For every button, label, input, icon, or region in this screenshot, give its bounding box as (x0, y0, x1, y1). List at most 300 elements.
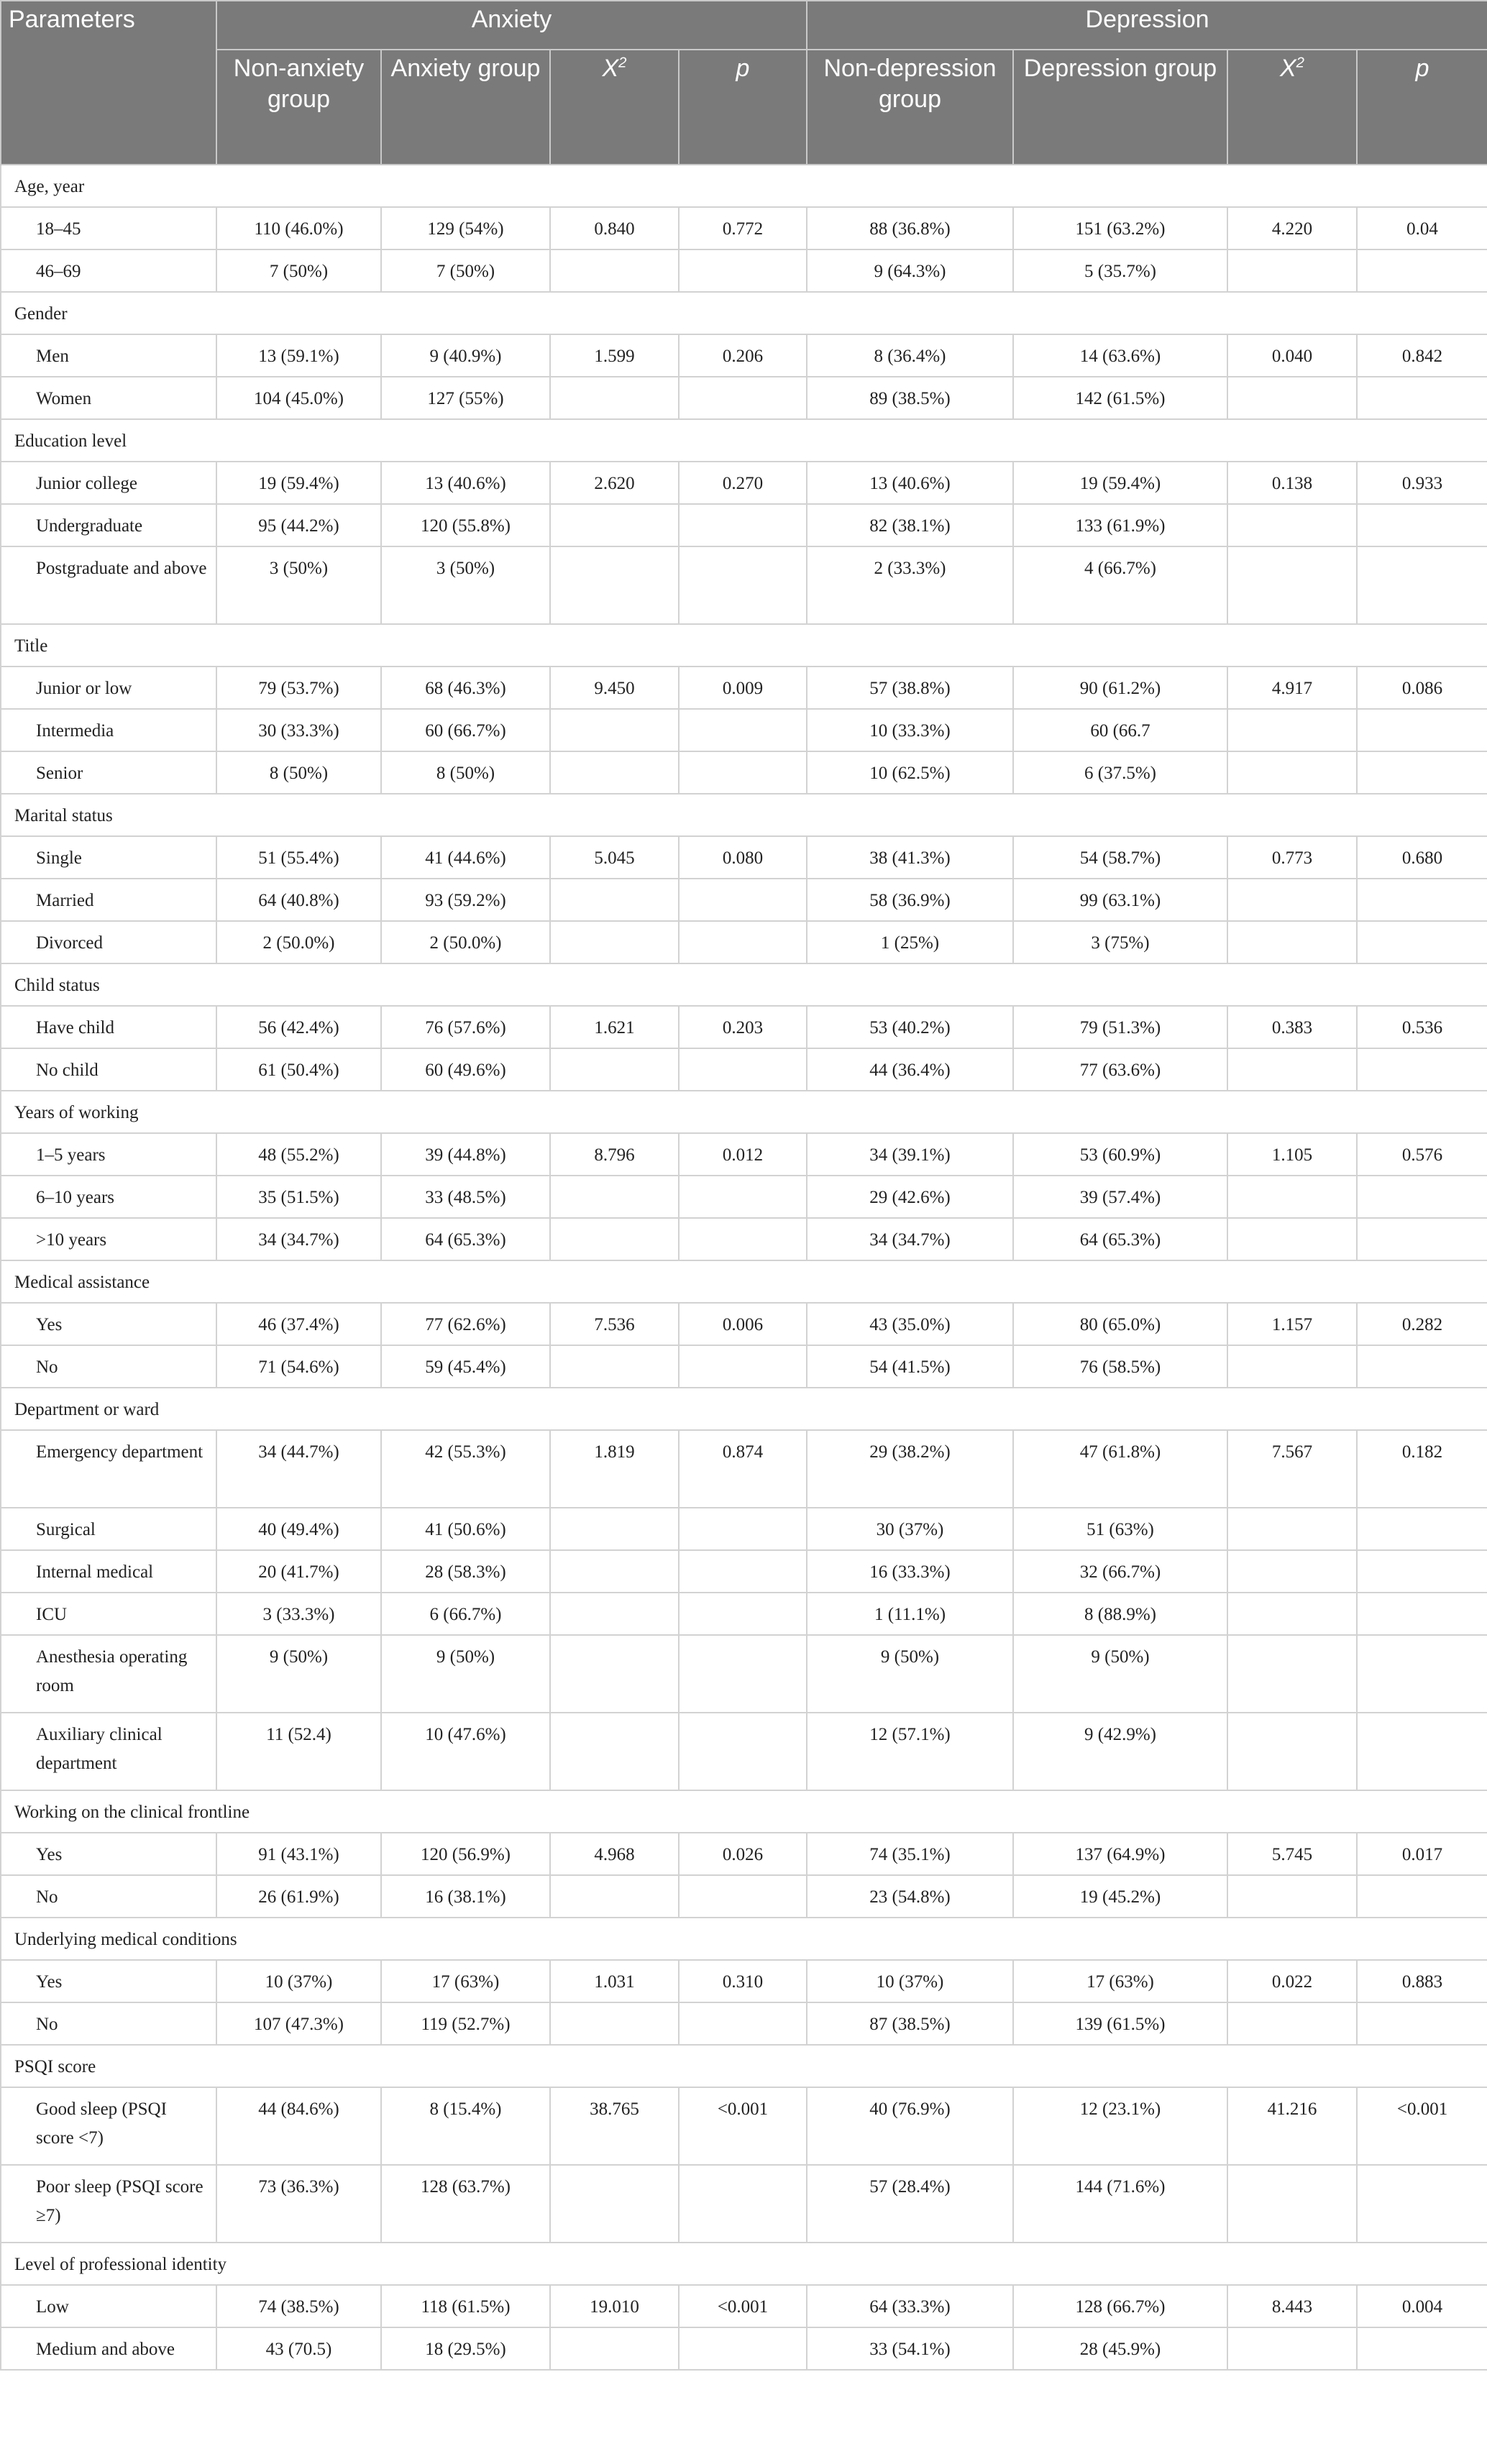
anxiety-chi-square-cell (550, 1550, 679, 1593)
anxiety-group-cell: 60 (49.6%) (381, 1048, 550, 1091)
anxiety-group-cell: 6 (66.7%) (381, 1593, 550, 1635)
table-row (1, 334, 1487, 377)
row-label: 6–10 years (1, 1176, 216, 1218)
row-label: Single (1, 836, 216, 879)
depression-group-header: Depression group (1013, 50, 1227, 165)
anxiety-group-cell: 28 (58.3%) (381, 1550, 550, 1593)
table-row (1, 1713, 1487, 1790)
depression-group-cell: 9 (42.9%) (1013, 1713, 1227, 1790)
table-row (1, 1960, 1487, 2002)
depression-chi-square-cell (1227, 1713, 1357, 1790)
depression-chi-square-cell (1227, 1345, 1357, 1388)
non-depression-cell: 82 (38.1%) (807, 504, 1013, 546)
non-depression-cell: 44 (36.4%) (807, 1048, 1013, 1091)
group-title: Level of professional identity (1, 2243, 1487, 2285)
anxiety-p-cell (679, 1550, 807, 1593)
depression-group-cell: 128 (66.7%) (1013, 2285, 1227, 2327)
non-depression-cell: 1 (11.1%) (807, 1593, 1013, 1635)
non-anxiety-cell: 46 (37.4%) (216, 1303, 381, 1345)
group-header-row (1, 624, 1487, 667)
table-row (1, 1176, 1487, 1218)
non-anxiety-cell: 95 (44.2%) (216, 504, 381, 546)
non-depression-cell: 38 (41.3%) (807, 836, 1013, 879)
group-header-row (1, 2243, 1487, 2285)
row-label: Auxiliary clinical department (1, 1713, 216, 1790)
depression-group-cell: 4 (66.7%) (1013, 546, 1227, 624)
table-row (1, 1875, 1487, 1918)
group-header-row (1, 292, 1487, 334)
anxiety-p-cell (679, 1218, 807, 1260)
depression-p-cell (1357, 1048, 1487, 1091)
anxiety-chi-square-cell (550, 879, 679, 921)
row-label: Yes (1, 1960, 216, 2002)
group-header-row (1, 1918, 1487, 1960)
non-depression-cell: 16 (33.3%) (807, 1550, 1013, 1593)
row-label: Women (1, 377, 216, 419)
non-depression-cell: 10 (33.3%) (807, 709, 1013, 751)
row-label: No (1, 2002, 216, 2045)
depression-p-cell (1357, 921, 1487, 963)
anxiety-group-cell: 39 (44.8%) (381, 1133, 550, 1176)
anxiety-chi-square-cell (550, 1875, 679, 1918)
non-depression-cell: 9 (64.3%) (807, 249, 1013, 292)
depression-group-cell: 137 (64.9%) (1013, 1833, 1227, 1875)
depression-group-cell: 51 (63%) (1013, 1508, 1227, 1550)
anxiety-p-cell: 0.203 (679, 1006, 807, 1048)
anxiety-group-cell: 8 (50%) (381, 751, 550, 794)
anxiety-chi-square-cell (550, 377, 679, 419)
anxiety-chi-square-cell (550, 1218, 679, 1260)
anxiety-p-cell (679, 1176, 807, 1218)
depression-chi-square-cell: 0.138 (1227, 462, 1357, 504)
depression-p-cell (1357, 2002, 1487, 2045)
anxiety-group-cell: 17 (63%) (381, 1960, 550, 2002)
non-anxiety-cell: 19 (59.4%) (216, 462, 381, 504)
depression-group-cell: 9 (50%) (1013, 1635, 1227, 1713)
group-header-row (1, 1388, 1487, 1430)
depression-group-cell: 19 (59.4%) (1013, 462, 1227, 504)
non-anxiety-cell: 61 (50.4%) (216, 1048, 381, 1091)
non-depression-cell: 23 (54.8%) (807, 1875, 1013, 1918)
depression-p-cell (1357, 504, 1487, 546)
depression-chi-square-cell (1227, 546, 1357, 624)
depression-group-cell: 47 (61.8%) (1013, 1430, 1227, 1508)
chi-square-superscript: 2 (1296, 55, 1305, 71)
anxiety-p-cell: <0.001 (679, 2285, 807, 2327)
depression-p-cell (1357, 377, 1487, 419)
depression-chi-square-cell: 1.105 (1227, 1133, 1357, 1176)
row-label: No (1, 1875, 216, 1918)
depression-group-cell: 133 (61.9%) (1013, 504, 1227, 546)
anxiety-chi-square-cell (550, 504, 679, 546)
table-body (1, 165, 1487, 2370)
anxiety-group-cell: 129 (54%) (381, 207, 550, 249)
depression-p-cell (1357, 2327, 1487, 2370)
depression-group-cell: 139 (61.5%) (1013, 2002, 1227, 2045)
row-label: No (1, 1345, 216, 1388)
table-row (1, 1635, 1487, 1713)
non-depression-cell: 58 (36.9%) (807, 879, 1013, 921)
table-row (1, 249, 1487, 292)
depression-chi-square-cell (1227, 377, 1357, 419)
row-label: Married (1, 879, 216, 921)
anxiety-p-cell (679, 2002, 807, 2045)
group-header-row (1, 963, 1487, 1006)
non-anxiety-cell: 44 (84.6%) (216, 2087, 381, 2165)
group-header-row (1, 165, 1487, 207)
table-row (1, 1833, 1487, 1875)
table-row (1, 1006, 1487, 1048)
depression-chi-square-cell (1227, 1593, 1357, 1635)
group-title: Marital status (1, 794, 1487, 836)
depression-p-cell (1357, 1550, 1487, 1593)
depression-chi-square-cell (1227, 921, 1357, 963)
anxiety-chi-square-cell (550, 2165, 679, 2243)
non-depression-cell: 64 (33.3%) (807, 2285, 1013, 2327)
depression-p-cell: 0.680 (1357, 836, 1487, 879)
depression-group-cell: 151 (63.2%) (1013, 207, 1227, 249)
anxiety-group-cell: 9 (50%) (381, 1635, 550, 1713)
depression-p-cell: 0.842 (1357, 334, 1487, 377)
chi-square-superscript: 2 (618, 55, 627, 71)
table-row (1, 2087, 1487, 2165)
depression-group-cell: 28 (45.9%) (1013, 2327, 1227, 2370)
non-depression-cell: 13 (40.6%) (807, 462, 1013, 504)
anxiety-chi-square-cell (550, 546, 679, 624)
row-label: No child (1, 1048, 216, 1091)
depression-group-cell: 54 (58.7%) (1013, 836, 1227, 879)
anxiety-group-cell: 93 (59.2%) (381, 879, 550, 921)
anxiety-group-cell: 9 (40.9%) (381, 334, 550, 377)
non-anxiety-cell: 34 (44.7%) (216, 1430, 381, 1508)
anxiety-group-cell: 59 (45.4%) (381, 1345, 550, 1388)
anxiety-chi-square-header (550, 50, 679, 165)
table-row (1, 836, 1487, 879)
depression-chi-square-cell: 5.745 (1227, 1833, 1357, 1875)
non-anxiety-cell: 56 (42.4%) (216, 1006, 381, 1048)
row-label: 1–5 years (1, 1133, 216, 1176)
depression-chi-square-cell: 7.567 (1227, 1430, 1357, 1508)
anxiety-group-cell: 127 (55%) (381, 377, 550, 419)
depression-p-cell: 0.017 (1357, 1833, 1487, 1875)
non-anxiety-cell: 91 (43.1%) (216, 1833, 381, 1875)
anxiety-p-cell: 0.772 (679, 207, 807, 249)
table-row (1, 462, 1487, 504)
anxiety-p-cell: 0.026 (679, 1833, 807, 1875)
row-label: Anesthesia operating room (1, 1635, 216, 1713)
anxiety-chi-square-cell (550, 1048, 679, 1091)
anxiety-group-cell: 118 (61.5%) (381, 2285, 550, 2327)
depression-chi-square-cell (1227, 2327, 1357, 2370)
non-depression-cell: 54 (41.5%) (807, 1345, 1013, 1388)
non-depression-cell: 29 (38.2%) (807, 1430, 1013, 1508)
depression-chi-square-cell: 41.216 (1227, 2087, 1357, 2165)
depression-chi-square-cell: 0.040 (1227, 334, 1357, 377)
depression-p-cell (1357, 1593, 1487, 1635)
non-anxiety-cell: 107 (47.3%) (216, 2002, 381, 2045)
non-anxiety-cell: 34 (34.7%) (216, 1218, 381, 1260)
non-anxiety-cell: 35 (51.5%) (216, 1176, 381, 1218)
anxiety-group-cell: 8 (15.4%) (381, 2087, 550, 2165)
depression-p-cell (1357, 249, 1487, 292)
non-anxiety-cell: 40 (49.4%) (216, 1508, 381, 1550)
anxiety-group-cell: 2 (50.0%) (381, 921, 550, 963)
anxiety-p-cell: 0.012 (679, 1133, 807, 1176)
row-label: Men (1, 334, 216, 377)
depression-p-cell (1357, 1875, 1487, 1918)
table-row (1, 1048, 1487, 1091)
anxiety-group-cell: 68 (46.3%) (381, 667, 550, 709)
group-title: Underlying medical conditions (1, 1918, 1487, 1960)
anxiety-group-cell: 64 (65.3%) (381, 1218, 550, 1260)
non-depression-cell: 9 (50%) (807, 1635, 1013, 1713)
non-anxiety-cell: 26 (61.9%) (216, 1875, 381, 1918)
anxiety-group-cell: 7 (50%) (381, 249, 550, 292)
anxiety-p-cell (679, 879, 807, 921)
depression-p-cell (1357, 546, 1487, 624)
anxiety-chi-square-cell: 38.765 (550, 2087, 679, 2165)
anxiety-p-cell (679, 709, 807, 751)
anxiety-chi-square-cell (550, 2002, 679, 2045)
group-title: PSQI score (1, 2045, 1487, 2087)
anxiety-chi-square-cell: 2.620 (550, 462, 679, 504)
row-label: Medium and above (1, 2327, 216, 2370)
non-anxiety-cell: 2 (50.0%) (216, 921, 381, 963)
anxiety-p-cell (679, 1048, 807, 1091)
depression-chi-square-cell (1227, 504, 1357, 546)
depression-group-cell: 53 (60.9%) (1013, 1133, 1227, 1176)
table-row (1, 2165, 1487, 2243)
depression-group-cell: 77 (63.6%) (1013, 1048, 1227, 1091)
row-label: 18–45 (1, 207, 216, 249)
table-row (1, 1345, 1487, 1388)
non-depression-cell: 34 (39.1%) (807, 1133, 1013, 1176)
depression-group-cell: 32 (66.7%) (1013, 1550, 1227, 1593)
anxiety-p-cell (679, 751, 807, 794)
group-title: Age, year (1, 165, 1487, 207)
anxiety-chi-square-cell: 7.536 (550, 1303, 679, 1345)
depression-group-cell: 5 (35.7%) (1013, 249, 1227, 292)
depression-p-cell: 0.883 (1357, 1960, 1487, 2002)
chi-square-symbol: X (602, 55, 619, 82)
depression-group-cell: 3 (75%) (1013, 921, 1227, 963)
non-depression-cell: 88 (36.8%) (807, 207, 1013, 249)
anxiety-chi-square-cell (550, 1176, 679, 1218)
anxiety-chi-square-cell (550, 1593, 679, 1635)
anxiety-group-header: Anxiety group (381, 50, 550, 165)
chi-square-symbol: X (1279, 55, 1296, 82)
anxiety-p-cell (679, 1635, 807, 1713)
non-anxiety-cell: 48 (55.2%) (216, 1133, 381, 1176)
non-anxiety-cell: 13 (59.1%) (216, 334, 381, 377)
depression-chi-square-cell (1227, 1875, 1357, 1918)
non-anxiety-cell: 30 (33.3%) (216, 709, 381, 751)
depression-chi-square-cell: 4.220 (1227, 207, 1357, 249)
table-row (1, 667, 1487, 709)
anxiety-group-cell: 33 (48.5%) (381, 1176, 550, 1218)
anxiety-chi-square-cell (550, 1508, 679, 1550)
non-depression-group-header: Non-depression group (807, 50, 1013, 165)
depression-chi-square-cell (1227, 1218, 1357, 1260)
row-label: Yes (1, 1833, 216, 1875)
non-anxiety-cell: 110 (46.0%) (216, 207, 381, 249)
anxiety-p-cell (679, 2327, 807, 2370)
anxiety-group-cell: 10 (47.6%) (381, 1713, 550, 1790)
anxiety-p-cell (679, 1593, 807, 1635)
non-anxiety-cell: 73 (36.3%) (216, 2165, 381, 2243)
table-row (1, 546, 1487, 624)
depression-group-cell: 142 (61.5%) (1013, 377, 1227, 419)
row-label: Good sleep (PSQI score <7) (1, 2087, 216, 2165)
anxiety-p-header: p (679, 50, 807, 165)
non-depression-cell: 30 (37%) (807, 1508, 1013, 1550)
depression-chi-square-cell: 4.917 (1227, 667, 1357, 709)
anxiety-chi-square-cell (550, 249, 679, 292)
depression-group-cell: 144 (71.6%) (1013, 2165, 1227, 2243)
row-label: Intermedia (1, 709, 216, 751)
table-row (1, 1508, 1487, 1550)
non-anxiety-cell: 51 (55.4%) (216, 836, 381, 879)
table-row (1, 1593, 1487, 1635)
anxiety-group-cell: 120 (56.9%) (381, 1833, 550, 1875)
depression-p-cell: 0.282 (1357, 1303, 1487, 1345)
anxiety-p-cell: 0.080 (679, 836, 807, 879)
group-header-row (1, 1091, 1487, 1133)
anxiety-chi-square-cell: 5.045 (550, 836, 679, 879)
anxiety-chi-square-cell (550, 1713, 679, 1790)
depression-p-cell: 0.004 (1357, 2285, 1487, 2327)
table-row (1, 1550, 1487, 1593)
row-label: 46–69 (1, 249, 216, 292)
depression-p-cell: <0.001 (1357, 2087, 1487, 2165)
anxiety-chi-square-cell: 1.819 (550, 1430, 679, 1508)
depression-chi-square-cell (1227, 1550, 1357, 1593)
table-header (1, 1, 1487, 165)
depression-chi-square-cell (1227, 1508, 1357, 1550)
non-depression-cell: 12 (57.1%) (807, 1713, 1013, 1790)
table-row (1, 921, 1487, 963)
non-anxiety-group-header: Non-anxiety group (216, 50, 381, 165)
anxiety-chi-square-cell: 9.450 (550, 667, 679, 709)
depression-group-cell: 99 (63.1%) (1013, 879, 1227, 921)
row-label: Postgraduate and above (1, 546, 216, 624)
depression-group-cell: 80 (65.0%) (1013, 1303, 1227, 1345)
table-row (1, 504, 1487, 546)
depression-chi-square-cell (1227, 751, 1357, 794)
depression-group-cell: 14 (63.6%) (1013, 334, 1227, 377)
anxiety-p-cell (679, 1713, 807, 1790)
depression-group-cell: 64 (65.3%) (1013, 1218, 1227, 1260)
group-title: Department or ward (1, 1388, 1487, 1430)
anxiety-group-cell: 3 (50%) (381, 546, 550, 624)
non-depression-cell: 29 (42.6%) (807, 1176, 1013, 1218)
row-label: Poor sleep (PSQI score ≥7) (1, 2165, 216, 2243)
anxiety-header: Anxiety (216, 1, 807, 50)
anxiety-chi-square-cell: 1.599 (550, 334, 679, 377)
non-depression-cell: 2 (33.3%) (807, 546, 1013, 624)
depression-p-header: p (1357, 50, 1487, 165)
depression-chi-square-cell: 8.443 (1227, 2285, 1357, 2327)
non-depression-cell: 8 (36.4%) (807, 334, 1013, 377)
non-anxiety-cell: 3 (33.3%) (216, 1593, 381, 1635)
non-anxiety-cell: 9 (50%) (216, 1635, 381, 1713)
anxiety-group-cell: 77 (62.6%) (381, 1303, 550, 1345)
row-label: Divorced (1, 921, 216, 963)
anxiety-chi-square-cell: 19.010 (550, 2285, 679, 2327)
non-depression-cell: 40 (76.9%) (807, 2087, 1013, 2165)
anxiety-group-cell: 13 (40.6%) (381, 462, 550, 504)
depression-group-cell: 17 (63%) (1013, 1960, 1227, 2002)
table-row (1, 751, 1487, 794)
depression-group-cell: 8 (88.9%) (1013, 1593, 1227, 1635)
group-title: Years of working (1, 1091, 1487, 1133)
anxiety-p-cell (679, 2165, 807, 2243)
depression-chi-square-header (1227, 50, 1357, 165)
anxiety-p-cell (679, 921, 807, 963)
depression-chi-square-cell: 0.773 (1227, 836, 1357, 879)
row-label: Junior college (1, 462, 216, 504)
anxiety-p-cell: 0.006 (679, 1303, 807, 1345)
row-label: Have child (1, 1006, 216, 1048)
non-depression-cell: 33 (54.1%) (807, 2327, 1013, 2370)
non-depression-cell: 10 (62.5%) (807, 751, 1013, 794)
non-anxiety-cell: 71 (54.6%) (216, 1345, 381, 1388)
non-anxiety-cell: 79 (53.7%) (216, 667, 381, 709)
row-label: Emergency department (1, 1430, 216, 1508)
depression-p-cell (1357, 709, 1487, 751)
non-depression-cell: 74 (35.1%) (807, 1833, 1013, 1875)
anxiety-chi-square-cell (550, 709, 679, 751)
group-header-row (1, 1790, 1487, 1833)
table-row (1, 2002, 1487, 2045)
anxiety-chi-square-cell: 1.621 (550, 1006, 679, 1048)
group-header-row (1, 794, 1487, 836)
anxiety-group-cell: 41 (50.6%) (381, 1508, 550, 1550)
anxiety-chi-square-cell: 8.796 (550, 1133, 679, 1176)
depression-p-cell: 0.086 (1357, 667, 1487, 709)
anxiety-chi-square-cell (550, 2327, 679, 2370)
depression-p-cell: 0.933 (1357, 462, 1487, 504)
non-depression-cell: 43 (35.0%) (807, 1303, 1013, 1345)
row-label: Junior or low (1, 667, 216, 709)
anxiety-group-cell: 18 (29.5%) (381, 2327, 550, 2370)
anxiety-p-cell: 0.206 (679, 334, 807, 377)
anxiety-p-cell: 0.009 (679, 667, 807, 709)
anxiety-chi-square-cell: 4.968 (550, 1833, 679, 1875)
depression-chi-square-cell: 0.022 (1227, 1960, 1357, 2002)
non-depression-cell: 57 (28.4%) (807, 2165, 1013, 2243)
non-depression-cell: 10 (37%) (807, 1960, 1013, 2002)
non-anxiety-cell: 10 (37%) (216, 1960, 381, 2002)
depression-p-cell (1357, 1713, 1487, 1790)
anxiety-p-cell: 0.270 (679, 462, 807, 504)
anxiety-group-cell: 76 (57.6%) (381, 1006, 550, 1048)
anxiety-p-cell (679, 504, 807, 546)
depression-header: Depression (807, 1, 1487, 50)
anxiety-group-cell: 60 (66.7%) (381, 709, 550, 751)
depression-chi-square-cell: 0.383 (1227, 1006, 1357, 1048)
non-anxiety-cell: 104 (45.0%) (216, 377, 381, 419)
depression-group-cell: 76 (58.5%) (1013, 1345, 1227, 1388)
depression-chi-square-cell (1227, 1048, 1357, 1091)
non-anxiety-cell: 74 (38.5%) (216, 2285, 381, 2327)
group-header-row (1, 2045, 1487, 2087)
anxiety-chi-square-cell (550, 921, 679, 963)
depression-chi-square-cell (1227, 2002, 1357, 2045)
group-header-row (1, 1260, 1487, 1303)
non-anxiety-cell: 20 (41.7%) (216, 1550, 381, 1593)
depression-chi-square-cell (1227, 1176, 1357, 1218)
